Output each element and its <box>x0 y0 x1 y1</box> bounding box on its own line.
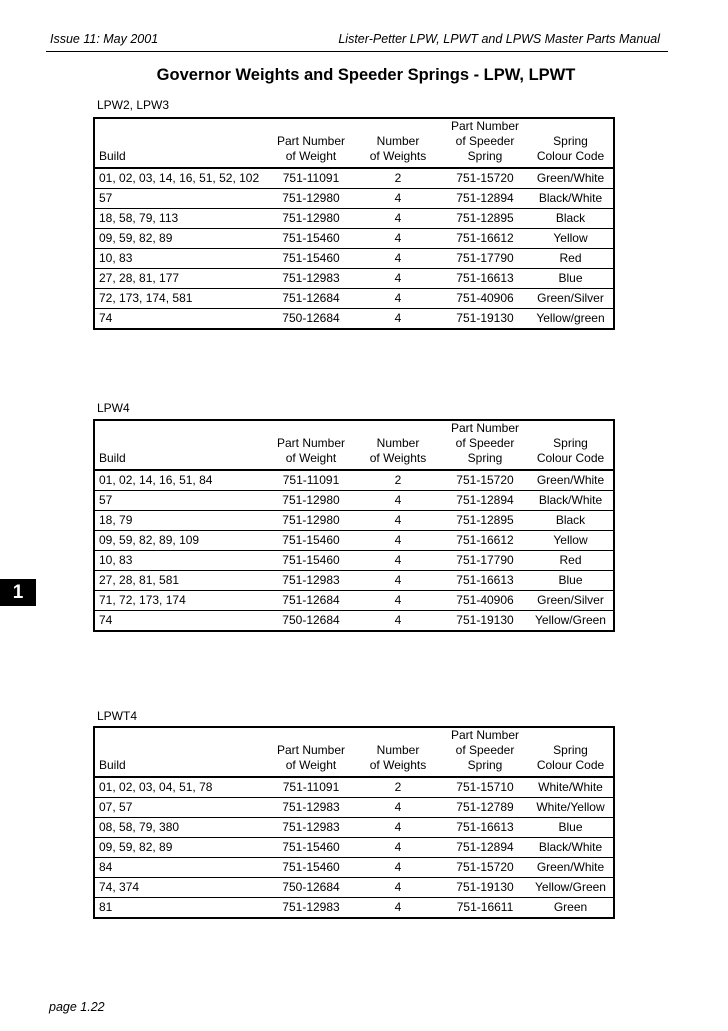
cell-spring-colour-code: Blue <box>528 818 614 838</box>
running-header <box>50 32 660 46</box>
cell-build: 09, 59, 82, 89 <box>94 229 268 249</box>
cell-spring-colour-code: Yellow/green <box>528 309 614 330</box>
cell-part-number-spring: 751-40906 <box>442 289 528 309</box>
cell-part-number-spring: 751-16611 <box>442 898 528 919</box>
cell-part-number-spring: 751-15710 <box>442 777 528 798</box>
cell-number-of-weights: 4 <box>354 838 442 858</box>
cell-build: 84 <box>94 858 268 878</box>
cell-part-number-spring: 751-12895 <box>442 209 528 229</box>
cell-spring-colour-code: Green/White <box>528 858 614 878</box>
cell-number-of-weights: 4 <box>354 309 442 330</box>
table-row <box>94 289 614 309</box>
cell-build: 81 <box>94 898 268 919</box>
cell-spring-colour-code: Green <box>528 898 614 919</box>
cell-part-number-spring: 751-17790 <box>442 551 528 571</box>
cell-part-number-weight: 751-12980 <box>268 209 354 229</box>
cell-part-number-spring: 751-16613 <box>442 269 528 289</box>
cell-spring-colour-code: White/Yellow <box>528 798 614 818</box>
table-row <box>94 511 614 531</box>
header-row <box>94 420 614 470</box>
cell-build: 07, 57 <box>94 798 268 818</box>
cell-part-number-weight: 751-12684 <box>268 289 354 309</box>
cell-part-number-spring: 751-15720 <box>442 168 528 189</box>
cell-part-number-weight: 750-12684 <box>268 611 354 632</box>
table-row <box>94 898 614 919</box>
cell-part-number-spring: 751-12789 <box>442 798 528 818</box>
cell-spring-colour-code: Green/White <box>528 168 614 189</box>
cell-number-of-weights: 4 <box>354 591 442 611</box>
column-header-part-number-weight: Part Number of Weight <box>268 420 354 470</box>
cell-part-number-spring: 751-16613 <box>442 818 528 838</box>
table-row <box>94 168 614 189</box>
cell-spring-colour-code: Blue <box>528 269 614 289</box>
cell-part-number-spring: 751-19130 <box>442 878 528 898</box>
cell-part-number-spring: 751-16612 <box>442 531 528 551</box>
chapter-tab: 1 <box>0 579 36 606</box>
cell-number-of-weights: 4 <box>354 818 442 838</box>
header-row <box>94 118 614 168</box>
cell-spring-colour-code: Black/White <box>528 189 614 209</box>
cell-spring-colour-code: White/White <box>528 777 614 798</box>
cell-build: 09, 59, 82, 89 <box>94 838 268 858</box>
parts-table <box>93 419 615 632</box>
parts-table <box>93 726 615 919</box>
cell-build: 10, 83 <box>94 249 268 269</box>
cell-part-number-weight: 751-15460 <box>268 531 354 551</box>
issue-date: Issue 11: May 2001 <box>50 32 159 46</box>
cell-part-number-weight: 750-12684 <box>268 309 354 330</box>
cell-spring-colour-code: Yellow <box>528 229 614 249</box>
table-row <box>94 189 614 209</box>
table-label: LPW2, LPW3 <box>97 98 170 112</box>
cell-part-number-spring: 751-19130 <box>442 309 528 330</box>
cell-spring-colour-code: Blue <box>528 571 614 591</box>
cell-number-of-weights: 4 <box>354 209 442 229</box>
column-header-build: Build <box>94 420 268 470</box>
cell-number-of-weights: 4 <box>354 531 442 551</box>
cell-part-number-weight: 751-12983 <box>268 818 354 838</box>
cell-part-number-weight: 751-12983 <box>268 571 354 591</box>
page-number: page 1.22 <box>49 1000 105 1014</box>
cell-number-of-weights: 4 <box>354 249 442 269</box>
cell-spring-colour-code: Red <box>528 249 614 269</box>
cell-build: 08, 58, 79, 380 <box>94 818 268 838</box>
cell-spring-colour-code: Red <box>528 551 614 571</box>
cell-part-number-weight: 751-15460 <box>268 858 354 878</box>
table-row <box>94 531 614 551</box>
table-row <box>94 269 614 289</box>
cell-spring-colour-code: Green/Silver <box>528 289 614 309</box>
cell-number-of-weights: 2 <box>354 777 442 798</box>
column-header-build: Build <box>94 118 268 168</box>
cell-spring-colour-code: Green/Silver <box>528 591 614 611</box>
cell-spring-colour-code: Yellow/Green <box>528 878 614 898</box>
cell-build: 74 <box>94 309 268 330</box>
cell-number-of-weights: 4 <box>354 878 442 898</box>
cell-build: 71, 72, 173, 174 <box>94 591 268 611</box>
column-header-number-of-weights: Number of Weights <box>354 727 442 777</box>
table-row <box>94 858 614 878</box>
cell-part-number-spring: 751-12894 <box>442 838 528 858</box>
cell-build: 18, 58, 79, 113 <box>94 209 268 229</box>
cell-part-number-spring: 751-16612 <box>442 229 528 249</box>
cell-number-of-weights: 4 <box>354 289 442 309</box>
cell-part-number-weight: 751-12983 <box>268 898 354 919</box>
cell-part-number-spring: 751-19130 <box>442 611 528 632</box>
manual-title: Lister-Petter LPW, LPWT and LPWS Master Parts Manual <box>338 32 660 46</box>
cell-part-number-weight: 751-15460 <box>268 551 354 571</box>
cell-build: 27, 28, 81, 581 <box>94 571 268 591</box>
column-header-number-of-weights: Number of Weights <box>354 420 442 470</box>
cell-build: 18, 79 <box>94 511 268 531</box>
table-row <box>94 591 614 611</box>
cell-part-number-weight: 751-12980 <box>268 189 354 209</box>
table-label: LPW4 <box>97 401 130 415</box>
cell-spring-colour-code: Green/White <box>528 470 614 491</box>
cell-spring-colour-code: Yellow/Green <box>528 611 614 632</box>
column-header-spring-colour-code: Spring Colour Code <box>528 118 614 168</box>
table-row <box>94 551 614 571</box>
cell-part-number-spring: 751-17790 <box>442 249 528 269</box>
column-header-spring-colour-code: Spring Colour Code <box>528 420 614 470</box>
cell-part-number-weight: 751-15460 <box>268 838 354 858</box>
header-row <box>94 727 614 777</box>
cell-part-number-spring: 751-40906 <box>442 591 528 611</box>
cell-part-number-spring: 751-12895 <box>442 511 528 531</box>
cell-build: 57 <box>94 189 268 209</box>
cell-spring-colour-code: Yellow <box>528 531 614 551</box>
table-row <box>94 209 614 229</box>
cell-part-number-spring: 751-12894 <box>442 491 528 511</box>
table-row <box>94 571 614 591</box>
cell-build: 10, 83 <box>94 551 268 571</box>
cell-number-of-weights: 4 <box>354 189 442 209</box>
cell-build: 27, 28, 81, 177 <box>94 269 268 289</box>
table-row <box>94 229 614 249</box>
cell-part-number-weight: 751-12980 <box>268 511 354 531</box>
table-label: LPWT4 <box>97 709 138 723</box>
cell-part-number-weight: 751-11091 <box>268 168 354 189</box>
cell-number-of-weights: 4 <box>354 898 442 919</box>
cell-spring-colour-code: Black/White <box>528 838 614 858</box>
column-header-part-number-spring: Part Number of Speeder Spring <box>442 727 528 777</box>
cell-number-of-weights: 4 <box>354 229 442 249</box>
header-rule <box>46 51 668 52</box>
cell-number-of-weights: 4 <box>354 611 442 632</box>
cell-number-of-weights: 2 <box>354 470 442 491</box>
table-row <box>94 249 614 269</box>
cell-number-of-weights: 4 <box>354 269 442 289</box>
cell-part-number-weight: 751-12983 <box>268 269 354 289</box>
table-row <box>94 777 614 798</box>
column-header-spring-colour-code: Spring Colour Code <box>528 727 614 777</box>
cell-part-number-weight: 751-11091 <box>268 470 354 491</box>
cell-number-of-weights: 4 <box>354 571 442 591</box>
cell-part-number-weight: 751-12980 <box>268 491 354 511</box>
table-row <box>94 798 614 818</box>
cell-spring-colour-code: Black <box>528 209 614 229</box>
column-header-part-number-weight: Part Number of Weight <box>268 118 354 168</box>
column-header-part-number-spring: Part Number of Speeder Spring <box>442 420 528 470</box>
cell-number-of-weights: 2 <box>354 168 442 189</box>
cell-number-of-weights: 4 <box>354 511 442 531</box>
cell-part-number-weight: 751-12983 <box>268 798 354 818</box>
cell-build: 01, 02, 03, 14, 16, 51, 52, 102 <box>94 168 268 189</box>
cell-build: 72, 173, 174, 581 <box>94 289 268 309</box>
column-header-number-of-weights: Number of Weights <box>354 118 442 168</box>
table-row <box>94 611 614 632</box>
table-row <box>94 818 614 838</box>
cell-part-number-spring: 751-16613 <box>442 571 528 591</box>
cell-number-of-weights: 4 <box>354 858 442 878</box>
cell-part-number-spring: 751-12894 <box>442 189 528 209</box>
cell-number-of-weights: 4 <box>354 551 442 571</box>
cell-part-number-weight: 751-15460 <box>268 229 354 249</box>
table-row <box>94 878 614 898</box>
table-row <box>94 470 614 491</box>
cell-build: 01, 02, 03, 04, 51, 78 <box>94 777 268 798</box>
cell-number-of-weights: 4 <box>354 491 442 511</box>
table-row <box>94 309 614 330</box>
cell-spring-colour-code: Black/White <box>528 491 614 511</box>
cell-part-number-weight: 751-12684 <box>268 591 354 611</box>
table-row <box>94 838 614 858</box>
cell-part-number-weight: 751-11091 <box>268 777 354 798</box>
column-header-part-number-spring: Part Number of Speeder Spring <box>442 118 528 168</box>
cell-part-number-spring: 751-15720 <box>442 470 528 491</box>
cell-part-number-weight: 750-12684 <box>268 878 354 898</box>
table-row <box>94 491 614 511</box>
cell-build: 57 <box>94 491 268 511</box>
cell-build: 01, 02, 14, 16, 51, 84 <box>94 470 268 491</box>
cell-number-of-weights: 4 <box>354 798 442 818</box>
cell-build: 74, 374 <box>94 878 268 898</box>
cell-build: 09, 59, 82, 89, 109 <box>94 531 268 551</box>
cell-spring-colour-code: Black <box>528 511 614 531</box>
cell-build: 74 <box>94 611 268 632</box>
column-header-build: Build <box>94 727 268 777</box>
page-title: Governor Weights and Speeder Springs - LPW, LPWT <box>156 66 576 84</box>
cell-part-number-spring: 751-15720 <box>442 858 528 878</box>
parts-table <box>93 117 615 330</box>
column-header-part-number-weight: Part Number of Weight <box>268 727 354 777</box>
cell-part-number-weight: 751-15460 <box>268 249 354 269</box>
